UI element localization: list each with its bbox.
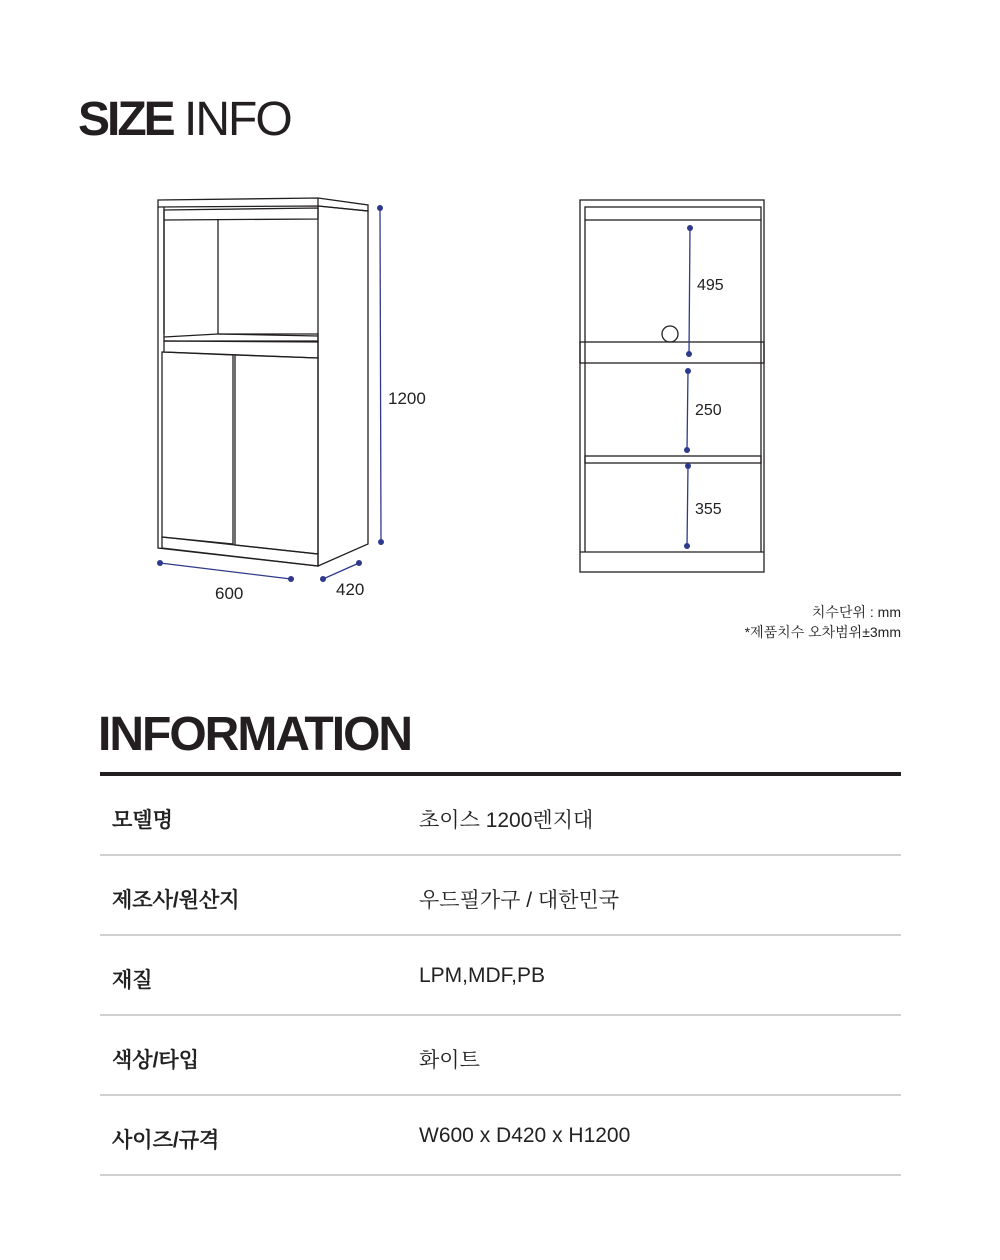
- info-row-size: [100, 1096, 901, 1176]
- side-view-cabinet: [580, 200, 764, 572]
- info-row-manufacturer: [100, 856, 901, 936]
- information-table: [100, 776, 901, 1176]
- info-row-model: [100, 776, 901, 856]
- tolerance-note: *제품치수 오차범위±3mm: [744, 624, 901, 640]
- info-value: 우드필가구 / 대한민국: [419, 889, 620, 912]
- info-value: W600 x D420 x H1200: [419, 1124, 631, 1147]
- height-label: 1200: [388, 389, 426, 408]
- depth-label: 420: [336, 580, 365, 599]
- size-info-title: [78, 92, 291, 148]
- info-row-material: [100, 936, 901, 1016]
- info-label: 재질: [112, 969, 153, 992]
- front-dimension-lines: [157, 205, 384, 582]
- info-label: 모델명: [112, 809, 173, 832]
- section-label-middle: 250: [695, 402, 722, 419]
- front-view-cabinet: [158, 198, 368, 566]
- section-label-top: 495: [697, 277, 724, 294]
- information-title: INFORMATION: [98, 708, 412, 761]
- info-label: 사이즈/규격: [112, 1129, 220, 1152]
- info-value: 화이트: [419, 1049, 480, 1072]
- info-value: 초이스 1200렌지대: [419, 809, 594, 832]
- info-label: 제조사/원산지: [112, 889, 240, 912]
- info-value: LPM,MDF,PB: [419, 964, 546, 987]
- side-dimension-lines: [684, 225, 693, 549]
- section-label-bottom: 355: [695, 501, 722, 518]
- width-label: 600: [215, 584, 244, 603]
- info-label: 색상/타입: [112, 1049, 199, 1072]
- size-info-title-light: INFO: [184, 93, 291, 146]
- info-row-color: [100, 1016, 901, 1096]
- unit-note: 치수단위 : mm: [811, 604, 901, 620]
- size-diagram: [0, 180, 1000, 620]
- size-info-title-bold: SIZE: [78, 93, 173, 146]
